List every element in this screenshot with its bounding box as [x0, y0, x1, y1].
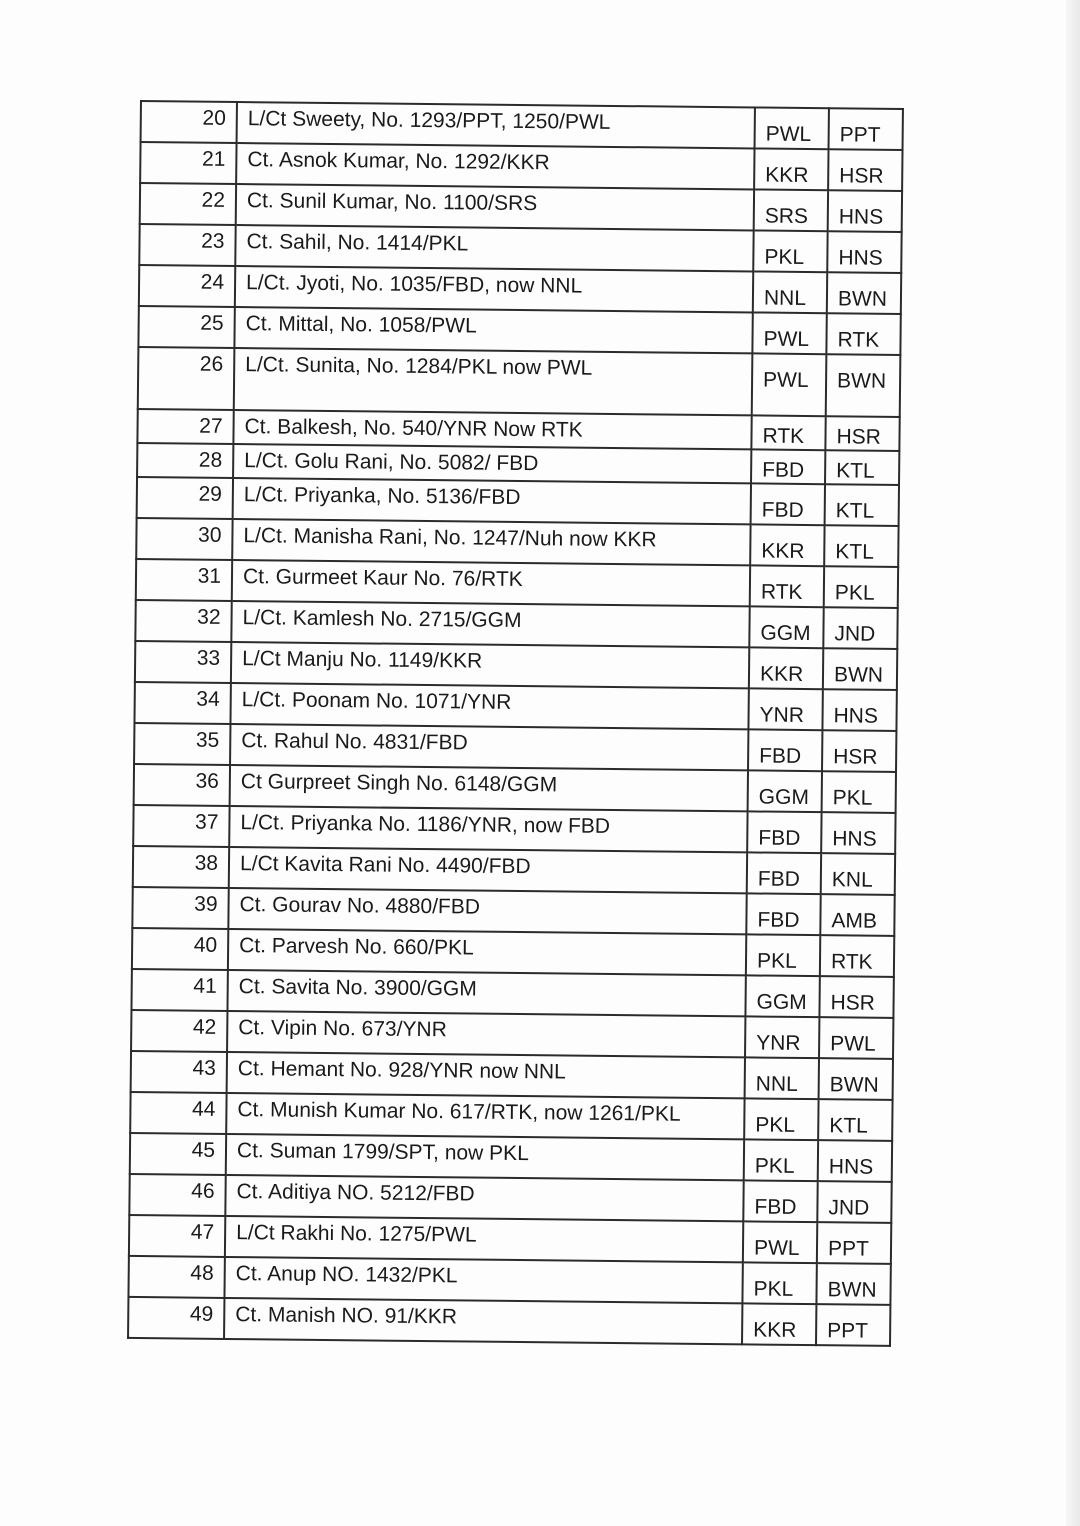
name-cell: Ct. Suman 1799/SPT, now PKL — [226, 1134, 744, 1180]
from-district-cell: FBD — [743, 1180, 817, 1222]
from-district-cell: RTK — [751, 415, 825, 450]
name-cell: Ct. Gurmeet Kaur No. 76/RTK — [232, 560, 750, 606]
from-district-cell: PKL — [744, 1098, 818, 1140]
to-district-cell: BWN — [826, 354, 901, 417]
name-cell: Ct. Sahil, No. 1414/PKL — [235, 225, 753, 271]
serial-number-cell: 35 — [134, 723, 230, 765]
serial-number-cell: 27 — [137, 409, 233, 444]
from-district-cell: PKL — [744, 1139, 818, 1181]
name-cell: L/Ct. Poonam No. 1071/YNR — [230, 683, 748, 729]
name-cell: Ct. Rahul No. 4831/FBD — [230, 724, 748, 770]
from-district-cell: GGM — [749, 606, 823, 648]
name-cell: Ct. Hemant No. 928/YNR now NNL — [227, 1052, 745, 1098]
to-district-cell: HNS — [821, 812, 895, 854]
from-district-cell: YNR — [745, 1016, 819, 1058]
name-cell: Ct Gurpreet Singh No. 6148/GGM — [230, 765, 748, 811]
from-district-cell: PKL — [746, 934, 820, 976]
to-district-cell: HSR — [822, 730, 896, 772]
from-district-cell: KKR — [749, 647, 823, 689]
name-cell: Ct. Aditiya NO. 5212/FBD — [225, 1175, 743, 1221]
to-district-cell: KTL — [825, 450, 899, 485]
to-district-cell: HNS — [818, 1140, 892, 1182]
from-district-cell: KKR — [750, 524, 824, 566]
scan-edge-shadow — [1066, 0, 1080, 1526]
transfer-list-sheet — [127, 100, 890, 1347]
from-district-cell: FBD — [748, 729, 822, 771]
serial-number-cell: 39 — [132, 887, 228, 929]
to-district-cell: JND — [817, 1181, 891, 1223]
name-cell: L/Ct Rakhi No. 1275/PWL — [225, 1216, 743, 1262]
name-cell: Ct. Mittal, No. 1058/PWL — [234, 307, 752, 353]
to-district-cell: HSR — [819, 976, 893, 1018]
to-district-cell: HNS — [827, 231, 901, 273]
to-district-cell: PWL — [819, 1017, 893, 1059]
name-cell: L/Ct Manju No. 1149/KKR — [231, 642, 749, 688]
serial-number-cell: 37 — [133, 805, 229, 847]
to-district-cell: PKL — [824, 566, 898, 608]
table-row — [128, 1297, 890, 1346]
serial-number-cell: 45 — [130, 1133, 226, 1175]
name-cell: L/Ct. Kamlesh No. 2715/GGM — [231, 601, 749, 647]
to-district-cell: HNS — [828, 190, 902, 232]
from-district-cell: KKR — [754, 148, 828, 190]
serial-number-cell: 48 — [128, 1256, 224, 1298]
to-district-cell: PPT — [816, 1304, 890, 1346]
serial-number-cell: 40 — [132, 928, 228, 970]
from-district-cell: NNL — [753, 271, 827, 313]
to-district-cell: HSR — [828, 149, 902, 191]
serial-number-cell: 33 — [135, 641, 231, 683]
serial-number-cell: 20 — [141, 101, 237, 143]
serial-number-cell: 26 — [138, 347, 235, 410]
serial-number-cell: 47 — [129, 1215, 225, 1257]
serial-number-cell: 44 — [130, 1092, 226, 1134]
from-district-cell: FBD — [751, 449, 825, 484]
serial-number-cell: 31 — [136, 559, 232, 601]
name-cell: L/Ct. Priyanka No. 1186/YNR, now FBD — [229, 806, 747, 852]
from-district-cell: PWL — [755, 107, 829, 149]
to-district-cell: KTL — [825, 484, 899, 526]
serial-number-cell: 23 — [139, 224, 235, 266]
serial-number-cell: 25 — [138, 306, 234, 348]
transfer-table — [127, 100, 904, 1347]
to-district-cell: BWN — [816, 1263, 890, 1305]
from-district-cell: PWL — [743, 1221, 817, 1263]
to-district-cell: KTL — [824, 525, 898, 567]
serial-number-cell: 21 — [140, 142, 236, 184]
from-district-cell: FBD — [747, 811, 821, 853]
to-district-cell: PPT — [829, 108, 903, 150]
serial-number-cell: 38 — [133, 846, 229, 888]
serial-number-cell: 22 — [140, 183, 236, 225]
from-district-cell: FBD — [746, 893, 820, 935]
to-district-cell: HNS — [822, 689, 896, 731]
from-district-cell: PWL — [752, 312, 826, 354]
from-district-cell: PWL — [752, 353, 827, 416]
from-district-cell: GGM — [745, 975, 819, 1017]
from-district-cell: YNR — [748, 688, 822, 730]
serial-number-cell: 42 — [131, 1010, 227, 1052]
to-district-cell: RTK — [826, 313, 900, 355]
serial-number-cell: 46 — [129, 1174, 225, 1216]
name-cell: Ct. Sunil Kumar, No. 1100/SRS — [236, 184, 754, 230]
from-district-cell: PKL — [742, 1262, 816, 1304]
name-cell: Ct. Anup NO. 1432/PKL — [224, 1257, 742, 1303]
name-cell: Ct. Asnok Kumar, No. 1292/KKR — [236, 143, 754, 189]
from-district-cell: GGM — [748, 770, 822, 812]
to-district-cell: BWN — [827, 272, 901, 314]
name-cell: L/Ct Sweety, No. 1293/PPT, 1250/PWL — [237, 102, 755, 148]
from-district-cell: FBD — [747, 852, 821, 894]
to-district-cell: AMB — [820, 894, 894, 936]
to-district-cell: JND — [823, 607, 897, 649]
to-district-cell: PKL — [822, 771, 896, 813]
name-cell: Ct. Vipin No. 673/YNR — [227, 1011, 745, 1057]
name-cell: Ct. Parvesh No. 660/PKL — [228, 929, 746, 975]
name-cell: L/Ct. Priyanka, No. 5136/FBD — [233, 478, 751, 524]
name-cell: Ct. Munish Kumar No. 617/RTK, now 1261/PKL — [226, 1093, 744, 1139]
to-district-cell: HSR — [825, 416, 899, 451]
name-cell: Ct. Gourav No. 4880/FBD — [228, 888, 746, 934]
to-district-cell: BWN — [819, 1058, 893, 1100]
name-cell: Ct. Balkesh, No. 540/YNR Now RTK — [233, 410, 751, 449]
from-district-cell: SRS — [754, 189, 828, 231]
to-district-cell: RTK — [820, 935, 894, 977]
name-cell: L/Ct. Manisha Rani, No. 1247/Nuh now KKR — [232, 519, 750, 565]
name-cell: Ct. Manish NO. 91/KKR — [224, 1298, 742, 1344]
serial-number-cell: 30 — [136, 518, 232, 560]
serial-number-cell: 49 — [128, 1297, 224, 1339]
name-cell: L/Ct. Jyoti, No. 1035/FBD, now NNL — [235, 266, 753, 312]
serial-number-cell: 29 — [137, 477, 233, 519]
serial-number-cell: 34 — [134, 682, 230, 724]
to-district-cell: BWN — [823, 648, 897, 690]
transfer-table-body — [128, 101, 903, 1346]
from-district-cell: RTK — [750, 565, 824, 607]
serial-number-cell: 24 — [139, 265, 235, 307]
table-row — [138, 347, 901, 417]
serial-number-cell: 32 — [135, 600, 231, 642]
serial-number-cell: 41 — [131, 969, 227, 1011]
serial-number-cell: 43 — [131, 1051, 227, 1093]
from-district-cell: FBD — [751, 483, 825, 525]
serial-number-cell: 36 — [134, 764, 230, 806]
to-district-cell: KNL — [821, 853, 895, 895]
from-district-cell: PKL — [753, 230, 827, 272]
name-cell: L/Ct. Golu Rani, No. 5082/ FBD — [233, 444, 751, 483]
from-district-cell: KKR — [742, 1303, 816, 1345]
from-district-cell: NNL — [745, 1057, 819, 1099]
name-cell: L/Ct. Sunita, No. 1284/PKL now PWL — [234, 348, 753, 415]
serial-number-cell: 28 — [137, 443, 233, 478]
to-district-cell: KTL — [818, 1099, 892, 1141]
name-cell: L/Ct Kavita Rani No. 4490/FBD — [229, 847, 747, 893]
name-cell: Ct. Savita No. 3900/GGM — [227, 970, 745, 1016]
to-district-cell: PPT — [817, 1222, 891, 1264]
